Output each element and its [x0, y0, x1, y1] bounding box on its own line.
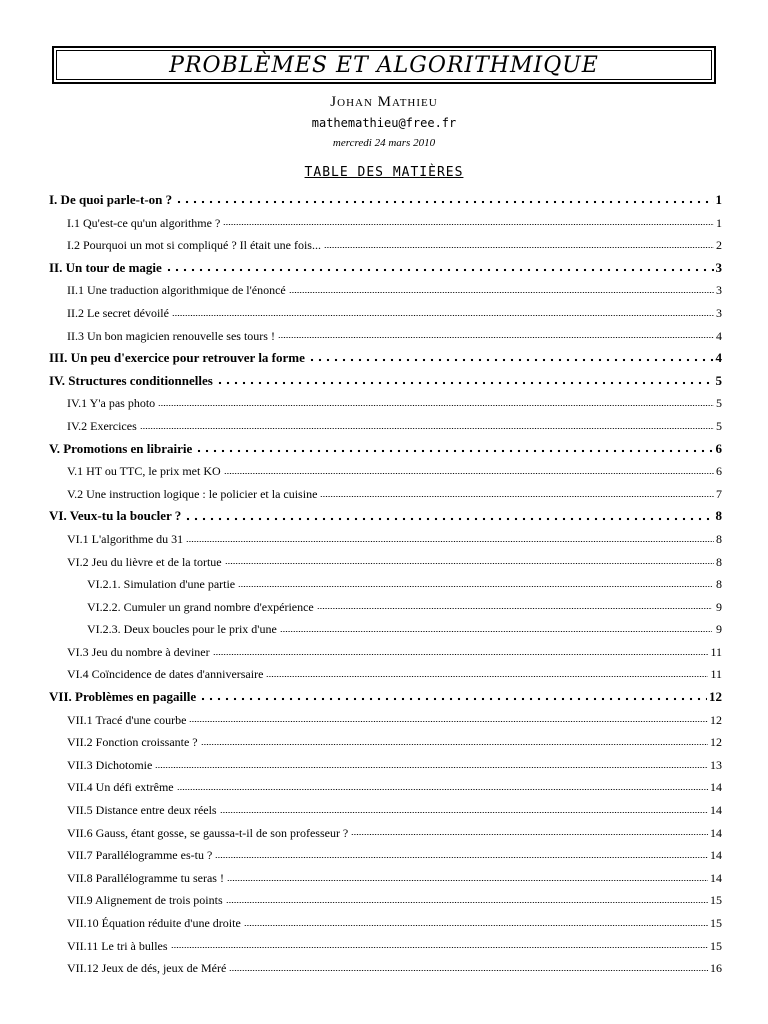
toc-entry-label: VII.8 Parallélogramme tu seras !: [67, 870, 224, 885]
dot-leader: [172, 309, 714, 321]
document-title: PROBLÈMES ET ALGORITHMIQUE: [169, 53, 599, 78]
author-name: Johan Mathieu: [330, 94, 438, 110]
toc-subsection[interactable]: [49, 776, 722, 799]
dot-leader: [308, 354, 714, 367]
dot-leader: [227, 874, 708, 886]
toc-entry-label: IV.2 Exercices: [67, 418, 137, 433]
toc-entry-page: 4: [715, 350, 722, 366]
dot-leader: [226, 897, 708, 909]
toc-entry-label: VII.1 Tracé d'une courbe: [67, 712, 187, 727]
toc-subsection[interactable]: [49, 302, 722, 325]
toc-subsection[interactable]: [49, 234, 722, 257]
toc-subsection[interactable]: [49, 867, 722, 890]
toc-entry-page: 5: [716, 418, 722, 433]
table-of-contents: [49, 189, 722, 980]
toc-entry-page: 8: [716, 577, 722, 592]
toc-subsection[interactable]: [49, 889, 722, 912]
toc-entry-label: VII.7 Parallélogramme es-tu ?: [67, 848, 213, 863]
toc-entry-page: 14: [710, 825, 722, 840]
toc-entry-label: V.1 HT ou TTC, le prix met KO: [67, 464, 221, 479]
toc-entry-label: VI.2 Jeu du lièvre et de la tortue: [67, 554, 222, 569]
toc-subsection[interactable]: [49, 731, 722, 754]
toc-entry-page: 1: [716, 215, 722, 230]
toc-entry-page: 12: [709, 689, 722, 705]
toc-entry-label: VI.2.3. Deux boucles pour le prix d'une: [87, 622, 277, 637]
toc-subsection[interactable]: [49, 754, 722, 777]
toc-subsection[interactable]: [49, 415, 722, 438]
toc-entry-page: 12: [710, 735, 722, 750]
toc-subsection[interactable]: [49, 709, 722, 732]
dot-leader: [201, 739, 708, 751]
toc-entry-page: 15: [710, 893, 722, 908]
toc-entry-label: II.1 Une traduction algorithmique de l'énoncé: [67, 283, 286, 298]
toc-entry-page: 6: [715, 440, 722, 456]
toc-entry-page: 5: [716, 396, 722, 411]
toc-section[interactable]: [49, 686, 722, 709]
toc-entry-label: VII.12 Jeux de dés, jeux de Méré: [67, 961, 227, 976]
toc-section[interactable]: [49, 370, 722, 393]
dot-leader: [320, 490, 714, 502]
toc-entry-page: 11: [710, 667, 722, 682]
toc-entry-page: 9: [716, 622, 722, 637]
dot-leader: [175, 196, 713, 209]
toc-entry-label: VI.2.1. Simulation d'une partie: [87, 577, 236, 592]
toc-subsection[interactable]: [49, 551, 722, 574]
dot-leader: [213, 648, 709, 660]
dot-leader: [165, 264, 714, 277]
toc-subsection[interactable]: [49, 460, 722, 483]
toc-entry-label: II.3 Un bon magicien renouvelle ses tours !: [67, 328, 275, 343]
dot-leader: [189, 716, 708, 728]
dot-leader: [177, 784, 708, 796]
title-box: [52, 46, 716, 84]
toc-subsection[interactable]: [49, 212, 722, 235]
toc-entry-page: 8: [715, 508, 722, 524]
toc-subsection[interactable]: [49, 822, 722, 845]
dot-leader: [195, 444, 713, 457]
dot-leader: [289, 287, 714, 299]
toc-subsubsection[interactable]: [49, 573, 722, 596]
toc-entry-label: V.2 Une instruction logique : le policier et la cuisine: [67, 486, 318, 501]
toc-section[interactable]: [49, 347, 722, 370]
toc-subsection[interactable]: [49, 325, 722, 348]
dot-leader: [324, 241, 714, 253]
toc-subsection[interactable]: [49, 935, 722, 958]
toc-entry-label: II.2 Le secret dévoilé: [67, 305, 169, 320]
dot-leader: [229, 964, 708, 976]
toc-entry-page: 6: [716, 464, 722, 479]
toc-section[interactable]: [49, 505, 722, 528]
dot-leader: [238, 580, 712, 592]
toc-subsection[interactable]: [49, 663, 722, 686]
toc-entry-label: VII.4 Un défi extrême: [67, 780, 174, 795]
toc-entry-label: VII.11 Le tri à bulles: [67, 938, 168, 953]
dot-leader: [317, 603, 712, 615]
toc-section[interactable]: [49, 189, 722, 212]
toc-entry-label: IV.1 Y'a pas photo: [67, 396, 156, 411]
toc-entry-page: 14: [710, 803, 722, 818]
toc-entry-label: VII.6 Gauss, étant gosse, se gaussa-t-il de son professeur ?: [67, 825, 349, 840]
toc-entry-label: I.2 Pourquoi un mot si compliqué ? Il était une fois...: [67, 238, 321, 253]
toc-entry-label: VI.1 L'algorithme du 31: [67, 531, 184, 546]
dot-leader: [158, 400, 714, 412]
toc-entry-page: 12: [710, 712, 722, 727]
toc-entry-page: 3: [716, 283, 722, 298]
toc-entry-label: VII.3 Dichotomie: [67, 757, 153, 772]
document-date: mercredi 24 mars 2010: [332, 137, 436, 149]
dot-leader: [215, 852, 708, 864]
dot-leader: [199, 693, 707, 706]
dot-leader: [223, 219, 714, 231]
toc-subsection[interactable]: [49, 844, 722, 867]
toc-entry-page: 13: [710, 757, 722, 772]
dot-leader: [140, 422, 714, 434]
dot-leader: [280, 626, 712, 638]
toc-entry-label: VI.4 Coïncidence de dates d'anniversaire: [67, 667, 264, 682]
dot-leader: [216, 377, 714, 390]
toc-entry-label: I. De quoi parle-t-on ?: [49, 192, 173, 207]
toc-entry-page: 5: [715, 372, 722, 388]
dot-leader: [220, 806, 708, 818]
toc-entry-label: VII.5 Distance entre deux réels: [67, 803, 217, 818]
toc-entry-page: 9: [716, 599, 722, 614]
toc-entry-label: VI. Veux-tu la boucler ?: [49, 508, 182, 524]
dot-leader: [351, 829, 708, 841]
toc-entry-page: 2: [716, 238, 722, 253]
toc-subsection[interactable]: [49, 483, 722, 506]
toc-subsection[interactable]: [49, 641, 722, 664]
toc-entry-page: 7: [716, 486, 722, 501]
toc-entry-label: VII.9 Alignement de trois points: [67, 893, 223, 908]
toc-entry-label: III. Un peu d'exercice pour retrouver la forme: [49, 350, 305, 366]
toc-entry-page: 14: [710, 870, 722, 885]
toc-subsection[interactable]: [49, 528, 722, 551]
toc-entry-label: IV. Structures conditionnelles: [49, 372, 213, 388]
dot-leader: [225, 558, 714, 570]
toc-entry-page: 3: [715, 259, 722, 275]
toc-entry-page: 15: [710, 916, 722, 930]
dot-leader: [186, 535, 714, 547]
dot-leader: [266, 671, 708, 683]
toc-entry-page: 16: [710, 961, 722, 976]
toc-section[interactable]: [49, 438, 722, 461]
toc-entry-page: 11: [710, 644, 722, 659]
toc-entry-page: 14: [710, 780, 722, 795]
toc-entry-page: 8: [716, 531, 722, 546]
dot-leader: [224, 467, 714, 479]
dot-leader: [155, 761, 708, 773]
toc-subsection[interactable]: [49, 392, 722, 415]
toc-entry-label: II. Un tour de magie: [49, 259, 162, 275]
toc-subsection[interactable]: [49, 957, 722, 980]
toc-entry-label: VII.2 Fonction croissante ?: [67, 735, 198, 750]
toc-entry-label: VI.2.2. Cumuler un grand nombre d'expérience: [87, 599, 314, 614]
toc-subsection[interactable]: [49, 279, 722, 302]
toc-subsection[interactable]: [49, 799, 722, 822]
toc-entry-page: 15: [710, 938, 722, 953]
toc-entry-label: VII. Problèmes en pagaille: [49, 689, 197, 705]
toc-subsection[interactable]: [49, 912, 722, 935]
toc-entry-page: 8: [716, 554, 722, 569]
toc-entry-page: 3: [716, 305, 722, 320]
toc-entry-page: 4: [716, 328, 722, 343]
dot-leader: [278, 332, 714, 344]
toc-entry-label: VII.10 Équation réduite d'une droite: [67, 916, 241, 930]
toc-entry-label: V. Promotions en librairie: [49, 440, 193, 456]
author-email: mathemathieu@free.fr: [311, 116, 457, 130]
toc-section[interactable]: [49, 257, 722, 280]
toc-subsubsection[interactable]: [49, 618, 722, 641]
dot-leader: [184, 512, 713, 525]
toc-subsubsection[interactable]: [49, 596, 722, 619]
toc-entry-page: 1: [715, 192, 722, 207]
toc-entry-page: 14: [710, 848, 722, 863]
toc-entry-label: I.1 Qu'est-ce qu'un algorithme ?: [67, 215, 221, 230]
toc-heading: TABLE DES MATIÈRES: [304, 165, 464, 180]
dot-leader: [171, 942, 708, 954]
toc-entry-label: VI.3 Jeu du nombre à deviner: [67, 644, 210, 659]
dot-leader: [244, 919, 708, 931]
